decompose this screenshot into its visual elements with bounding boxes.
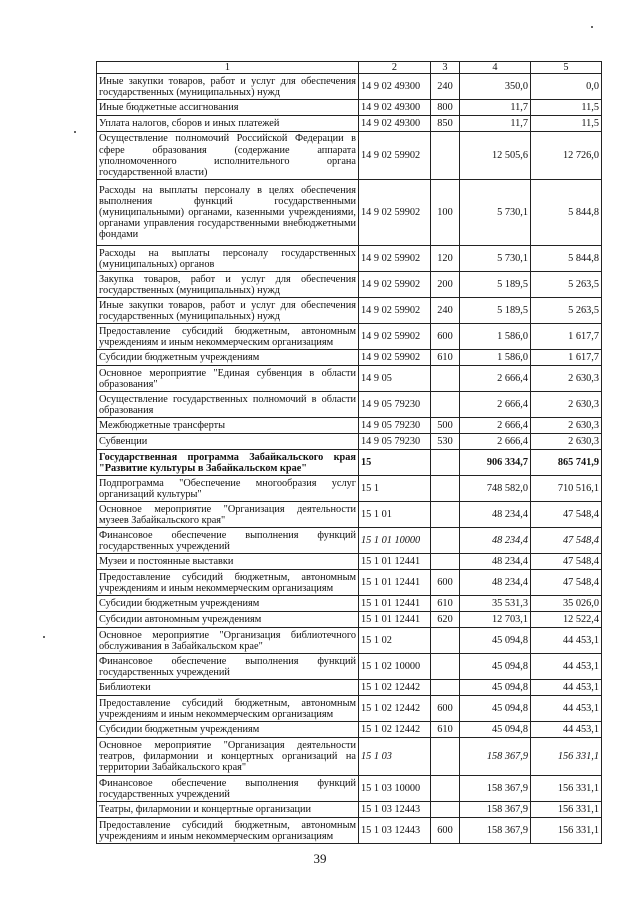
row-amount-1-cell: 11,7 — [460, 100, 531, 116]
row-expense-type-cell: 600 — [431, 818, 460, 844]
table-row — [97, 818, 602, 844]
budget-table-body — [97, 62, 602, 844]
table-row — [97, 528, 602, 554]
row-expense-type-cell: 610 — [431, 596, 460, 612]
row-code-cell: 14 9 05 79230 — [359, 418, 431, 434]
row-amount-2-cell: 44 453,1 — [531, 680, 602, 696]
row-expense-type-cell: 100 — [431, 180, 460, 246]
table-row — [97, 596, 602, 612]
row-expense-type-cell — [431, 654, 460, 680]
row-code-cell: 15 1 01 — [359, 502, 431, 528]
row-expense-type-cell — [431, 392, 460, 418]
header-cell-expense-type: 3 — [431, 62, 460, 74]
row-code-cell: 14 9 02 49300 — [359, 100, 431, 116]
budget-table — [96, 61, 602, 844]
row-amount-2-cell: 710 516,1 — [531, 476, 602, 502]
row-amount-2-cell: 47 548,4 — [531, 502, 602, 528]
row-code-cell: 14 9 02 59902 — [359, 132, 431, 180]
row-name-cell: Иные закупки товаров, работ и услуг для обеспечения государственных (муниципальных) нужд — [97, 298, 359, 324]
table-row — [97, 366, 602, 392]
row-amount-1-cell: 2 666,4 — [460, 366, 531, 392]
row-code-cell: 15 1 02 — [359, 628, 431, 654]
table-row — [97, 246, 602, 272]
table-row — [97, 738, 602, 776]
row-amount-1-cell: 350,0 — [460, 74, 531, 100]
row-code-cell: 15 1 02 12442 — [359, 722, 431, 738]
table-row — [97, 554, 602, 570]
row-expense-type-cell: 240 — [431, 298, 460, 324]
page-number: 39 — [313, 851, 327, 866]
row-code-cell: 15 1 — [359, 476, 431, 502]
row-expense-type-cell — [431, 366, 460, 392]
row-amount-1-cell: 12 703,1 — [460, 612, 531, 628]
row-amount-2-cell: 11,5 — [531, 116, 602, 132]
row-code-cell: 15 1 03 12443 — [359, 818, 431, 844]
row-amount-1-cell: 2 666,4 — [460, 418, 531, 434]
row-code-cell: 15 1 01 12441 — [359, 596, 431, 612]
table-row — [97, 612, 602, 628]
row-expense-type-cell: 530 — [431, 434, 460, 450]
table-row — [97, 434, 602, 450]
row-amount-1-cell: 48 234,4 — [460, 502, 531, 528]
row-name-cell: Финансовое обеспечение выполнения функций государственных учреждений — [97, 776, 359, 802]
row-name-cell: Субсидии бюджетным учреждениям — [97, 596, 359, 612]
row-amount-1-cell: 158 367,9 — [460, 818, 531, 844]
row-amount-1-cell: 158 367,9 — [460, 802, 531, 818]
budget-table-container — [96, 61, 601, 844]
row-amount-1-cell: 45 094,8 — [460, 680, 531, 696]
row-name-cell: Расходы на выплаты персоналу в целях обеспечения выполнения функций государственными (муниципальными) органами, казенными учреждениями, органами управления государственными внебюджетными фондами — [97, 180, 359, 246]
table-row — [97, 324, 602, 350]
row-name-cell: Осуществление государственных полномочий в области образования — [97, 392, 359, 418]
row-amount-1-cell: 748 582,0 — [460, 476, 531, 502]
row-amount-2-cell: 156 331,1 — [531, 802, 602, 818]
row-code-cell: 14 9 05 79230 — [359, 392, 431, 418]
row-amount-1-cell: 1 586,0 — [460, 324, 531, 350]
row-amount-2-cell: 5 844,8 — [531, 180, 602, 246]
row-code-cell: 14 9 02 59902 — [359, 272, 431, 298]
row-amount-2-cell: 156 331,1 — [531, 738, 602, 776]
row-expense-type-cell — [431, 628, 460, 654]
row-amount-2-cell: 35 026,0 — [531, 596, 602, 612]
row-amount-1-cell: 12 505,6 — [460, 132, 531, 180]
row-code-cell: 14 9 02 59902 — [359, 298, 431, 324]
scan-speck — [74, 131, 76, 133]
row-name-cell: Предоставление субсидий бюджетным, автономным учреждениям и иным некоммерческим организациям — [97, 818, 359, 844]
row-name-cell: Межбюджетные трансферты — [97, 418, 359, 434]
row-code-cell: 15 1 03 12443 — [359, 802, 431, 818]
row-name-cell: Осуществление полномочий Российской Федерации в сфере образования (содержание аппарата уполномоченного исполнительного органа государственной власти) — [97, 132, 359, 180]
row-amount-2-cell: 5 263,5 — [531, 272, 602, 298]
row-expense-type-cell — [431, 680, 460, 696]
row-name-cell: Субсидии автономным учреждениям — [97, 612, 359, 628]
row-name-cell: Финансовое обеспечение выполнения функций государственных учреждений — [97, 528, 359, 554]
row-amount-1-cell: 48 234,4 — [460, 570, 531, 596]
header-cell-name: 1 — [97, 62, 359, 74]
row-amount-1-cell: 2 666,4 — [460, 392, 531, 418]
row-expense-type-cell — [431, 802, 460, 818]
header-cell-code: 2 — [359, 62, 431, 74]
row-amount-2-cell: 156 331,1 — [531, 818, 602, 844]
row-name-cell: Финансовое обеспечение выполнения функций государственных учреждений — [97, 654, 359, 680]
row-amount-2-cell: 47 548,4 — [531, 570, 602, 596]
row-code-cell: 15 — [359, 450, 431, 476]
row-expense-type-cell: 500 — [431, 418, 460, 434]
row-amount-2-cell: 156 331,1 — [531, 776, 602, 802]
row-amount-2-cell: 865 741,9 — [531, 450, 602, 476]
table-row — [97, 570, 602, 596]
row-expense-type-cell — [431, 738, 460, 776]
row-code-cell: 14 9 02 59902 — [359, 180, 431, 246]
row-expense-type-cell — [431, 132, 460, 180]
row-code-cell: 14 9 02 59902 — [359, 350, 431, 366]
table-row — [97, 450, 602, 476]
row-expense-type-cell — [431, 502, 460, 528]
row-name-cell: Расходы на выплаты персоналу государственных (муниципальных) органов — [97, 246, 359, 272]
row-name-cell: Предоставление субсидий бюджетным, автономным учреждениям и иным некоммерческим организациям — [97, 324, 359, 350]
row-amount-1-cell: 5 730,1 — [460, 180, 531, 246]
table-row — [97, 418, 602, 434]
row-name-cell: Субвенции — [97, 434, 359, 450]
row-amount-1-cell: 45 094,8 — [460, 654, 531, 680]
table-row — [97, 350, 602, 366]
table-row — [97, 776, 602, 802]
table-row — [97, 654, 602, 680]
row-code-cell: 15 1 02 12442 — [359, 696, 431, 722]
row-amount-1-cell: 48 234,4 — [460, 554, 531, 570]
row-code-cell: 14 9 02 59902 — [359, 324, 431, 350]
row-name-cell: Основное мероприятие "Организация деятельности музеев Забайкальского края" — [97, 502, 359, 528]
row-code-cell: 15 1 02 12442 — [359, 680, 431, 696]
row-amount-2-cell: 44 453,1 — [531, 654, 602, 680]
row-name-cell: Предоставление субсидий бюджетным, автономным учреждениям и иным некоммерческим организациям — [97, 570, 359, 596]
row-amount-2-cell: 0,0 — [531, 74, 602, 100]
row-name-cell: Подпрограмма "Обеспечение многообразия услуг организаций культуры" — [97, 476, 359, 502]
row-amount-1-cell: 45 094,8 — [460, 628, 531, 654]
table-row — [97, 272, 602, 298]
header-cell-amount-1: 4 — [460, 62, 531, 74]
row-code-cell: 15 1 03 — [359, 738, 431, 776]
table-row — [97, 502, 602, 528]
table-row — [97, 476, 602, 502]
table-row — [97, 74, 602, 100]
row-expense-type-cell: 850 — [431, 116, 460, 132]
row-amount-1-cell: 158 367,9 — [460, 738, 531, 776]
row-amount-2-cell: 5 844,8 — [531, 246, 602, 272]
row-amount-2-cell: 47 548,4 — [531, 554, 602, 570]
row-name-cell: Государственная программа Забайкальского края "Развитие культуры в Забайкальском крае" — [97, 450, 359, 476]
table-row — [97, 722, 602, 738]
table-header-row — [97, 62, 602, 74]
row-name-cell: Музеи и постоянные выставки — [97, 554, 359, 570]
row-amount-2-cell: 47 548,4 — [531, 528, 602, 554]
row-amount-1-cell: 5 189,5 — [460, 272, 531, 298]
row-code-cell: 15 1 01 12441 — [359, 554, 431, 570]
row-amount-1-cell: 35 531,3 — [460, 596, 531, 612]
row-amount-2-cell: 12 522,4 — [531, 612, 602, 628]
row-name-cell: Субсидии бюджетным учреждениям — [97, 722, 359, 738]
row-amount-1-cell: 11,7 — [460, 116, 531, 132]
table-row — [97, 180, 602, 246]
row-code-cell: 14 9 02 49300 — [359, 116, 431, 132]
table-row — [97, 116, 602, 132]
row-code-cell: 15 1 01 12441 — [359, 570, 431, 596]
scan-speck — [591, 26, 593, 28]
row-amount-1-cell: 5 189,5 — [460, 298, 531, 324]
row-expense-type-cell: 610 — [431, 350, 460, 366]
row-amount-1-cell: 906 334,7 — [460, 450, 531, 476]
row-name-cell: Основное мероприятие "Организация библиотечного обслуживания в Забайкальском крае" — [97, 628, 359, 654]
table-row — [97, 802, 602, 818]
row-code-cell: 15 1 01 10000 — [359, 528, 431, 554]
row-expense-type-cell: 800 — [431, 100, 460, 116]
row-amount-1-cell: 2 666,4 — [460, 434, 531, 450]
row-code-cell: 14 9 05 — [359, 366, 431, 392]
row-name-cell: Иные закупки товаров, работ и услуг для обеспечения государственных (муниципальных) нужд — [97, 74, 359, 100]
row-name-cell: Иные бюджетные ассигнования — [97, 100, 359, 116]
row-expense-type-cell — [431, 776, 460, 802]
row-amount-2-cell: 44 453,1 — [531, 722, 602, 738]
row-name-cell: Основное мероприятие "Единая субвенция в области образования" — [97, 366, 359, 392]
row-expense-type-cell: 600 — [431, 324, 460, 350]
row-name-cell: Предоставление субсидий бюджетным, автономным учреждениям и иным некоммерческим организациям — [97, 696, 359, 722]
row-amount-2-cell: 12 726,0 — [531, 132, 602, 180]
row-code-cell: 15 1 02 10000 — [359, 654, 431, 680]
row-name-cell: Библиотеки — [97, 680, 359, 696]
table-row — [97, 392, 602, 418]
row-name-cell: Закупка товаров, работ и услуг для обеспечения государственных (муниципальных) нужд — [97, 272, 359, 298]
row-name-cell: Основное мероприятие "Организация деятельности театров, филармонии и концертных организаций на территории Забайкальского края" — [97, 738, 359, 776]
row-expense-type-cell — [431, 476, 460, 502]
row-amount-2-cell: 11,5 — [531, 100, 602, 116]
row-amount-2-cell: 5 263,5 — [531, 298, 602, 324]
row-amount-1-cell: 5 730,1 — [460, 246, 531, 272]
row-amount-2-cell: 2 630,3 — [531, 392, 602, 418]
row-expense-type-cell: 120 — [431, 246, 460, 272]
row-amount-2-cell: 44 453,1 — [531, 628, 602, 654]
row-amount-1-cell: 48 234,4 — [460, 528, 531, 554]
row-expense-type-cell: 620 — [431, 612, 460, 628]
row-amount-2-cell: 2 630,3 — [531, 366, 602, 392]
row-amount-1-cell: 1 586,0 — [460, 350, 531, 366]
table-row — [97, 132, 602, 180]
row-expense-type-cell — [431, 528, 460, 554]
row-expense-type-cell: 600 — [431, 570, 460, 596]
table-row — [97, 628, 602, 654]
row-expense-type-cell: 610 — [431, 722, 460, 738]
row-amount-1-cell: 45 094,8 — [460, 722, 531, 738]
row-code-cell: 15 1 01 12441 — [359, 612, 431, 628]
table-row — [97, 100, 602, 116]
row-expense-type-cell — [431, 554, 460, 570]
row-expense-type-cell: 600 — [431, 696, 460, 722]
row-name-cell: Субсидии бюджетным учреждениям — [97, 350, 359, 366]
table-row — [97, 680, 602, 696]
row-name-cell: Театры, филармонии и концертные организации — [97, 802, 359, 818]
row-amount-2-cell: 1 617,7 — [531, 324, 602, 350]
scan-speck — [43, 636, 45, 638]
row-amount-1-cell: 158 367,9 — [460, 776, 531, 802]
row-amount-2-cell: 2 630,3 — [531, 434, 602, 450]
row-amount-2-cell: 2 630,3 — [531, 418, 602, 434]
row-expense-type-cell — [431, 450, 460, 476]
row-code-cell: 14 9 02 49300 — [359, 74, 431, 100]
table-row — [97, 696, 602, 722]
row-amount-2-cell: 44 453,1 — [531, 696, 602, 722]
row-expense-type-cell: 240 — [431, 74, 460, 100]
row-expense-type-cell: 200 — [431, 272, 460, 298]
row-amount-1-cell: 45 094,8 — [460, 696, 531, 722]
row-amount-2-cell: 1 617,7 — [531, 350, 602, 366]
header-cell-amount-2: 5 — [531, 62, 602, 74]
row-code-cell: 14 9 02 59902 — [359, 246, 431, 272]
row-name-cell: Уплата налогов, сборов и иных платежей — [97, 116, 359, 132]
row-code-cell: 14 9 05 79230 — [359, 434, 431, 450]
table-row — [97, 298, 602, 324]
row-code-cell: 15 1 03 10000 — [359, 776, 431, 802]
